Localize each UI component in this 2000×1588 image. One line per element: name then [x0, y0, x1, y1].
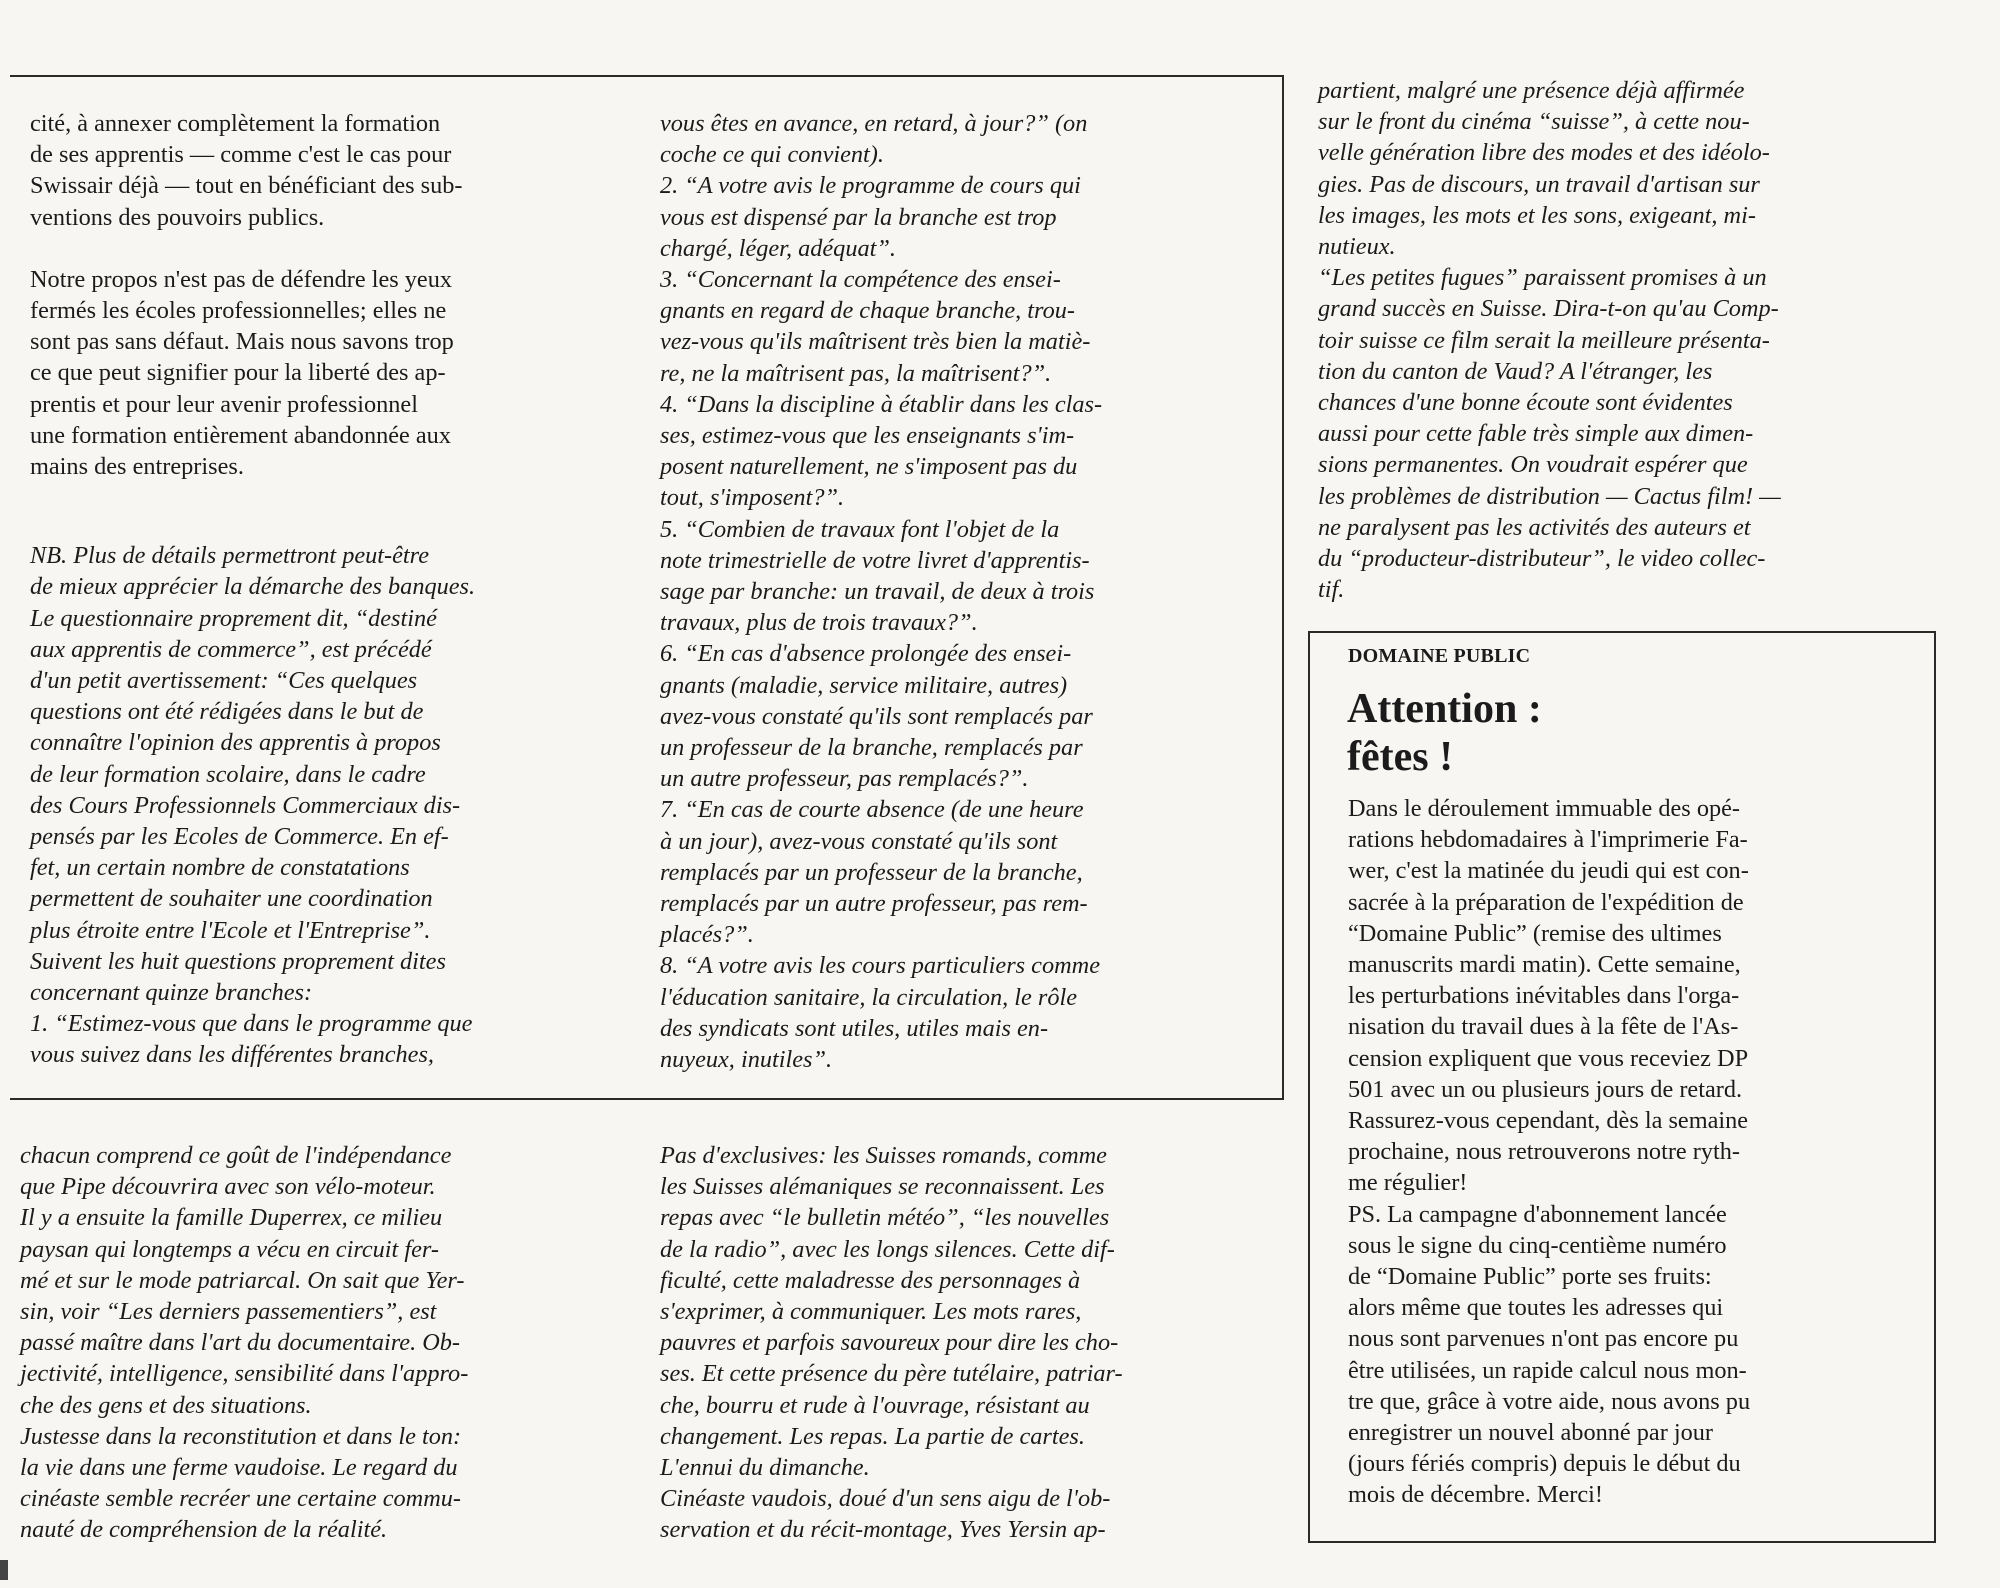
text-line: toir suisse ce film serait la meilleure présenta-	[1318, 326, 1770, 354]
text-line: nisation du travail dues à la fête de l'As-	[1348, 1013, 1739, 1041]
headline-line: fêtes !	[1347, 734, 1454, 780]
text-line: 8. “A votre avis les cours particuliers comme	[660, 952, 1100, 980]
nb-paragraph	[30, 540, 610, 1070]
text-line: 4. “Dans la discipline à établir dans les clas-	[660, 390, 1103, 418]
text-line: NB. Plus de détails permettront peut-être	[30, 542, 430, 570]
text-line: ce que peut signifier pour la liberté des ap-	[30, 359, 446, 387]
text-line: ne paralysent pas les activités des auteurs et	[1318, 513, 1751, 541]
notice-headline	[1347, 685, 1907, 781]
text-line: changement. Les repas. La partie de cartes.	[660, 1422, 1085, 1450]
text-line: vez-vous qu'ils maîtrisent très bien la matiè-	[660, 328, 1091, 356]
text-line: re, ne la maîtrisent pas, la maîtrisent?”.	[660, 359, 1052, 387]
text-line: placés?”.	[660, 921, 754, 949]
text-line: PS. La campagne d'abonnement lancée	[1348, 1200, 1727, 1228]
text-line: mois de décembre. Merci!	[1348, 1481, 1604, 1509]
text-line: gnants en regard de chaque branche, trou-	[660, 297, 1075, 325]
text-line: che des gens et des situations.	[20, 1391, 312, 1419]
text-line: note trimestrielle de votre livret d'apprentis-	[660, 546, 1090, 574]
text-line: les images, les mots et les sons, exigeant, mi-	[1318, 201, 1756, 229]
text-line: d'un petit avertissement: “Ces quelques	[30, 667, 418, 695]
text-line: velle génération libre des modes et des idéolo-	[1318, 139, 1770, 167]
frame-rule-bottom	[10, 1098, 1284, 1100]
text-line: tion du canton de Vaud? A l'étranger, les	[1318, 357, 1713, 385]
text-line: vous suivez dans les différentes branches,	[30, 1041, 434, 1069]
text-line: travaux, plus de trois travaux?”.	[660, 609, 978, 637]
text-line: L'ennui du dimanche.	[660, 1454, 870, 1482]
text-line: prentis et pour leur avenir professionnel	[30, 390, 418, 418]
paragraph-1	[30, 108, 610, 233]
text-line: que Pipe découvrira avec son vélo-moteur.	[20, 1173, 436, 1201]
text-line: fermés les écoles professionnelles; elles ne	[30, 297, 447, 325]
text-line: (jours fériés compris) depuis le début du	[1348, 1450, 1741, 1478]
text-line: des syndicats sont utiles, utiles mais en-	[660, 1014, 1049, 1042]
text-line: rations hebdomadaires à l'imprimerie Fa-	[1348, 826, 1748, 854]
frame-rule-top	[10, 75, 1284, 77]
text-line: ventions des pouvoirs publics.	[30, 203, 325, 231]
text-line: Notre propos n'est pas de défendre les yeux	[30, 265, 453, 293]
text-line: sions permanentes. On voudrait espérer que	[1318, 451, 1748, 479]
text-line: passé maître dans l'art du documentaire. Ob-	[20, 1329, 461, 1357]
frame-rule-right	[1282, 75, 1284, 1100]
text-line: les Suisses alémaniques se reconnaissent. Les	[660, 1173, 1105, 1201]
text-line: wer, c'est la matinée du jeudi qui est con-	[1348, 857, 1749, 885]
text-line: me régulier!	[1348, 1169, 1468, 1197]
text-line: sacrée à la préparation de l'expédition de	[1348, 888, 1744, 916]
text-line: Swissair déjà — tout en bénéficiant des sub-	[30, 172, 463, 200]
text-line: paysan qui longtemps a vécu en circuit fer-	[20, 1235, 439, 1263]
text-line: de leur formation scolaire, dans le cadre	[30, 760, 426, 788]
text-line: cité, à annexer complètement la formation	[30, 110, 441, 137]
text-line: concernant quinze branches:	[30, 979, 313, 1007]
text-line: connaître l'opinion des apprentis à propos	[30, 729, 441, 757]
text-line: aux apprentis de commerce”, est précédé	[30, 635, 432, 663]
text-line: sin, voir “Les derniers passementiers”, est	[20, 1298, 437, 1326]
text-line: sous le signe du cinq-centième numéro	[1348, 1231, 1727, 1259]
text-line: chacun comprend ce goût de l'indépendance	[20, 1142, 452, 1169]
text-line: tre que, grâce à votre aide, nous avons pu	[1348, 1387, 1751, 1415]
text-line: questions ont été rédigées dans le but de	[30, 698, 424, 726]
text-line: pauvres et parfois savoureux pour dire les cho-	[660, 1329, 1119, 1357]
text-line: repas avec “le bulletin météo”, “les nouvelles	[660, 1204, 1110, 1232]
text-line: sage par branche: un travail, de deux à trois	[660, 578, 1095, 606]
text-line: permettent de souhaiter une coordination	[30, 885, 433, 913]
text-line: gnants (maladie, service militaire, autres)	[660, 671, 1068, 699]
text-line: servation et du récit-montage, Yves Yersin ap-	[660, 1516, 1106, 1544]
text-line: coche ce qui convient).	[660, 141, 884, 169]
article-column-1	[30, 108, 610, 1071]
text-line: Justesse dans la reconstitution et dans le ton:	[20, 1422, 462, 1450]
text-line: 7. “En cas de courte absence (de une heure	[660, 796, 1084, 824]
text-line: ses. Et cette présence du père tutélaire, patriar-	[660, 1360, 1123, 1388]
text-line: nous sont parvenues n'ont pas encore pu	[1348, 1325, 1739, 1353]
text-line: mains des entreprises.	[30, 453, 244, 481]
text-line: ficulté, cette maladresse des personnages à	[660, 1266, 1081, 1294]
paragraph-2	[30, 264, 610, 482]
article-column-3	[1318, 75, 1938, 605]
text-line: 5. “Combien de travaux font l'objet de la	[660, 515, 1060, 543]
text-line: partient, malgré une présence déjà affirmée	[1318, 77, 1745, 104]
text-line: che, bourru et rude à l'ouvrage, résistant au	[660, 1391, 1090, 1419]
text-line: Suivent les huit questions proprement dites	[30, 947, 446, 975]
text-line: “Les petites fugues” paraissent promises à un	[1318, 264, 1767, 292]
article-column-5	[660, 1140, 1275, 1546]
text-line: une formation entièrement abandonnée aux	[30, 421, 451, 449]
text-line: manuscrits mardi matin). Cette semaine,	[1348, 951, 1741, 979]
text-line: 2. “A votre avis le programme de cours qui	[660, 172, 1081, 200]
text-line: s'exprimer, à communiquer. Les mots rares,	[660, 1298, 1082, 1326]
text-line: plus étroite entre l'Ecole et l'Entreprise”.	[30, 916, 431, 944]
text-line: tif.	[1318, 576, 1345, 604]
text-line: pensés par les Ecoles de Commerce. En ef-	[30, 823, 449, 851]
text-line: chances d'une bonne écoute sont évidentes	[1318, 389, 1733, 417]
text-line: la vie dans une ferme vaudoise. Le regard du	[20, 1454, 458, 1482]
text-line: prochaine, nous retrouverons notre ryth-	[1348, 1138, 1741, 1166]
article-column-2	[660, 108, 1240, 1075]
text-line: ses, estimez-vous que les enseignants s'im-	[660, 422, 1075, 450]
text-line: nuyeux, inutiles”.	[660, 1046, 833, 1074]
text-line: grand succès en Suisse. Dira-t-on qu'au Comp-	[1318, 295, 1779, 323]
text-line: 501 avec un ou plusieurs jours de retard.	[1348, 1075, 1743, 1103]
notice-kicker: DOMAINE PUBLIC	[1348, 645, 1531, 667]
text-line: avez-vous constaté qu'ils sont remplacés par	[660, 702, 1093, 730]
text-line: des Cours Professionnels Commerciaux dis-	[30, 791, 461, 819]
notice-body	[1348, 793, 1896, 1511]
text-line: sur le front du cinéma “suisse”, à cette nou-	[1318, 108, 1750, 136]
text-line: cension expliquent que vous receviez DP	[1348, 1044, 1749, 1072]
text-line: aussi pour cette fable très simple aux dimen-	[1318, 420, 1754, 448]
scan-edge-mark	[0, 1560, 8, 1580]
text-line: Il y a ensuite la famille Duperrex, ce milieu	[20, 1204, 443, 1232]
text-line: nauté de compréhension de la réalité.	[20, 1516, 388, 1544]
text-line: gies. Pas de discours, un travail d'artisan sur	[1318, 170, 1760, 198]
text-line: Le questionnaire proprement dit, “destiné	[30, 604, 437, 632]
text-line: cinéaste semble recréer une certaine commu-	[20, 1485, 461, 1513]
text-line: chargé, léger, adéquat”.	[660, 234, 896, 262]
text-line: posent naturellement, ne s'imposent pas du	[660, 453, 1078, 481]
text-line: vous êtes en avance, en retard, à jour?” (on	[660, 110, 1088, 137]
text-line: tout, s'imposent?”.	[660, 484, 845, 512]
text-line: du “producteur-distributeur”, le video collec-	[1318, 545, 1766, 573]
article-column-4	[20, 1140, 630, 1546]
text-line: un autre professeur, pas remplacés?”.	[660, 765, 1029, 793]
text-line: être utilisées, un rapide calcul nous mon-	[1348, 1356, 1747, 1384]
text-line: alors même que toutes les adresses qui	[1348, 1294, 1724, 1322]
text-line: jectivité, intelligence, sensibilité dans l'appro-	[20, 1360, 469, 1388]
text-line: vous est dispensé par la branche est trop	[660, 203, 1057, 231]
text-line: 6. “En cas d'absence prolongée des ensei-	[660, 640, 1072, 668]
text-line: de mieux apprécier la démarche des banques.	[30, 573, 476, 601]
text-line: 3. “Concernant la compétence des ensei-	[660, 266, 1061, 294]
text-line: les perturbations inévitables dans l'orga-	[1348, 982, 1740, 1010]
text-line: Dans le déroulement immuable des opé-	[1348, 795, 1741, 822]
text-line: Pas d'exclusives: les Suisses romands, comme	[660, 1142, 1107, 1169]
headline-line: Attention :	[1347, 686, 1542, 732]
text-line: enregistrer un nouvel abonné par jour	[1348, 1419, 1713, 1447]
text-line: 1. “Estimez-vous que dans le programme que	[30, 1010, 473, 1038]
text-line: remplacés par un autre professeur, pas rem-	[660, 890, 1088, 918]
text-line: un professeur de la branche, remplacés par	[660, 734, 1083, 762]
text-line: de la radio”, avec les longs silences. Cette dif-	[660, 1235, 1115, 1263]
text-line: les problèmes de distribution — Cactus film! —	[1318, 482, 1781, 510]
text-line: “Domaine Public” (remise des ultimes	[1348, 919, 1722, 947]
text-line: remplacés par un professeur de la branche,	[660, 858, 1083, 886]
text-line: sont pas sans défaut. Mais nous savons trop	[30, 328, 454, 356]
text-line: l'éducation sanitaire, la circulation, le rôle	[660, 983, 1078, 1011]
text-line: de “Domaine Public” porte ses fruits:	[1348, 1263, 1712, 1291]
text-line: Cinéaste vaudois, doué d'un sens aigu de l'ob-	[660, 1485, 1111, 1513]
text-line: nutieux.	[1318, 233, 1396, 261]
text-line: de ses apprentis — comme c'est le cas pour	[30, 141, 452, 169]
text-line: fet, un certain nombre de constatations	[30, 854, 410, 882]
text-line: à un jour), avez-vous constaté qu'ils sont	[660, 827, 1058, 855]
text-line: mé et sur le mode patriarcal. On sait que Yer-	[20, 1266, 465, 1294]
text-line: Rassurez-vous cependant, dès la semaine	[1348, 1107, 1749, 1135]
